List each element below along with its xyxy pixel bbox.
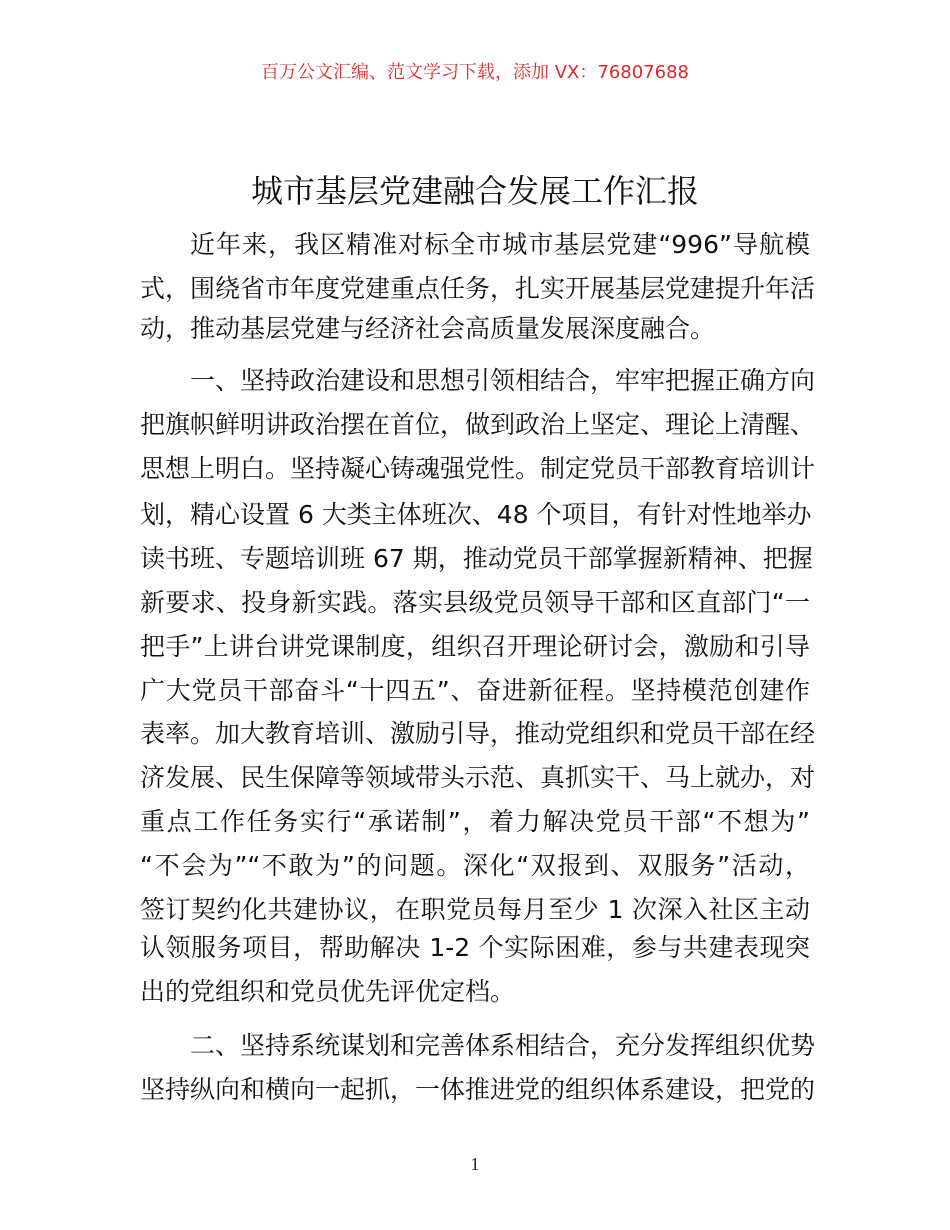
paragraph-line: 出的党组织和党员优先评优定档。 [140,977,516,1006]
paragraph-line: 读书班、专题培训班 67 期，推动党员干部掌握新精神、把握 [140,544,813,573]
paragraph-line: 表率。加大教育培训、激励引导，推动党组织和党员干部在经 [140,719,816,748]
paragraph-line: 一、坚持政治建设和思想引领相结合，牢牢把握正确方向 [190,366,816,395]
paragraph-line: 近年来，我区精准对标全市城市基层党建“996”导航模 [190,230,810,259]
paragraph-line: 济发展、民生保障等领域带头示范、真抓实干、马上就办，对 [140,763,816,792]
paragraph-line: 把旗帜鲜明讲政治摆在首位，做到政治上坚定、理论上清醒、 [140,410,816,439]
paragraph-line: 动，推动基层党建与经济社会高质量发展深度融合。 [140,314,716,343]
paragraph-line: 思想上明白。坚持凝心铸魂强党性。制定党员干部教育培训计 [140,454,816,483]
paragraph-line: 划，精心设置 6 大类主体班次、48 个项目，有针对性地举办 [140,500,812,529]
paragraph-line: 认领服务项目，帮助解决 1-2 个实际困难，参与共建表现突 [140,933,810,962]
paragraph-line: “不会为”“不敢为”的问题。深化“双报到、双服务”活动， [140,851,810,880]
paragraph-line: 新要求、投身新实践。落实县级党员领导干部和区直部门“一 [140,588,810,617]
document-title: 城市基层党建融合发展工作汇报 [250,172,699,210]
paragraph-line: 把手”上讲台讲党课制度，组织召开理论研讨会，激励和引导 [140,632,810,661]
paragraph-line: 式，围绕省市年度党建重点任务，扎实开展基层党建提升年活 [140,274,816,303]
watermark-banner: 百万公文汇编、范文学习下载，添加 VX：76807688 [261,62,689,83]
page-number: 1 [470,1154,480,1174]
paragraph-line: 二、坚持系统谋划和完善体系相结合，充分发挥组织优势 [190,1031,816,1060]
paragraph-line: 广大党员干部奋斗“十四五”、奋进新征程。坚持模范创建作 [140,676,810,705]
paragraph-line: 重点工作任务实行“承诺制”，着力解决党员干部“不想为” [140,807,810,836]
paragraph-line: 坚持纵向和横向一起抓，一体推进党的组织体系建设，把党的 [140,1075,816,1104]
paragraph-line: 签订契约化共建协议，在职党员每月至少 1 次深入社区主动 [140,895,810,924]
